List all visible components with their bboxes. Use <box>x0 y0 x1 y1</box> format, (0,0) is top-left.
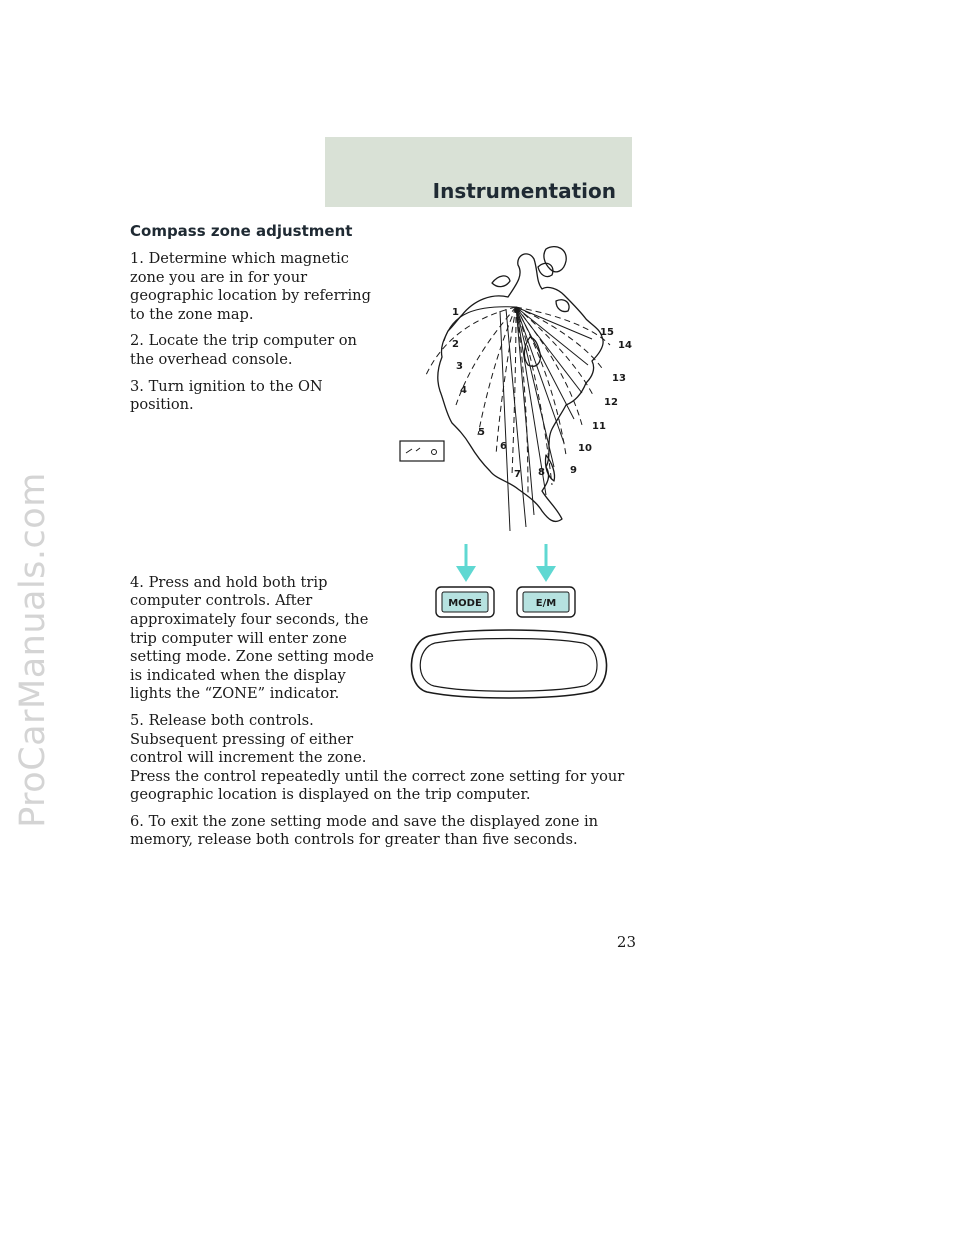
step-2: 2. Locate the trip computer on the overhead console. <box>130 332 357 368</box>
zone-map-illustration <box>396 245 636 535</box>
em-button[interactable] <box>517 587 575 617</box>
zone-label-15: 15 <box>600 327 614 338</box>
step-4: 4. Press and hold both trip computer controls. After approximately four seconds, the trip computer will enter zone setting mode. Zone setting mode is indicated when the display lights the “ZONE” indicator. <box>130 573 374 703</box>
trip-computer-illustration <box>405 540 613 700</box>
zone-label-5: 5 <box>478 427 485 438</box>
press-arrow-left <box>456 544 476 582</box>
map-legend-box <box>400 441 444 461</box>
watermark <box>8 250 58 1050</box>
zone-label-4: 4 <box>460 385 467 396</box>
step-5-continued: Press the control repeatedly until the correct zone setting for your geographic location is displayed on the trip computer. <box>130 767 625 804</box>
mode-button-label: MODE <box>448 598 482 609</box>
section-title: Compass zone adjustment <box>130 222 353 240</box>
zone-label-7: 7 <box>514 469 521 480</box>
trip-computer-display <box>411 630 606 698</box>
zone-label-9: 9 <box>570 465 577 476</box>
press-arrow-right <box>536 544 556 582</box>
zone-label-12: 12 <box>604 397 618 408</box>
page-number: 23 <box>616 933 636 951</box>
zone-leader-lines <box>444 307 592 531</box>
section-header-band <box>325 137 632 207</box>
zone-label-8: 8 <box>538 467 545 478</box>
watermark-text: ProCarManuals.com <box>13 472 54 828</box>
step-1: 1. Determine which magnetic zone you are in for your geographic location by referring to the zone map. <box>130 250 371 323</box>
step-6: 6. To exit the zone setting mode and save the displayed zone in memory, release both controls for greater than five seconds. <box>130 812 599 849</box>
zone-label-3: 3 <box>456 361 463 372</box>
zone-label-1: 1 <box>452 307 459 318</box>
step-3: 3. Turn ignition to the ON position. <box>130 377 323 414</box>
em-button-label: E/M <box>535 598 557 609</box>
header-title: Instrumentation <box>432 179 616 203</box>
step-5: 5. Release both controls. Subsequent pressing of either control will increment the zone. <box>130 711 367 767</box>
zone-label-11: 11 <box>592 421 606 432</box>
mode-button[interactable] <box>436 587 494 617</box>
zone-label-13: 13 <box>612 373 626 384</box>
zone-label-14: 14 <box>618 340 632 351</box>
zone-label-6: 6 <box>500 441 507 452</box>
zone-labels <box>452 307 632 480</box>
zone-label-10: 10 <box>578 443 592 454</box>
zone-label-2: 2 <box>452 339 459 350</box>
